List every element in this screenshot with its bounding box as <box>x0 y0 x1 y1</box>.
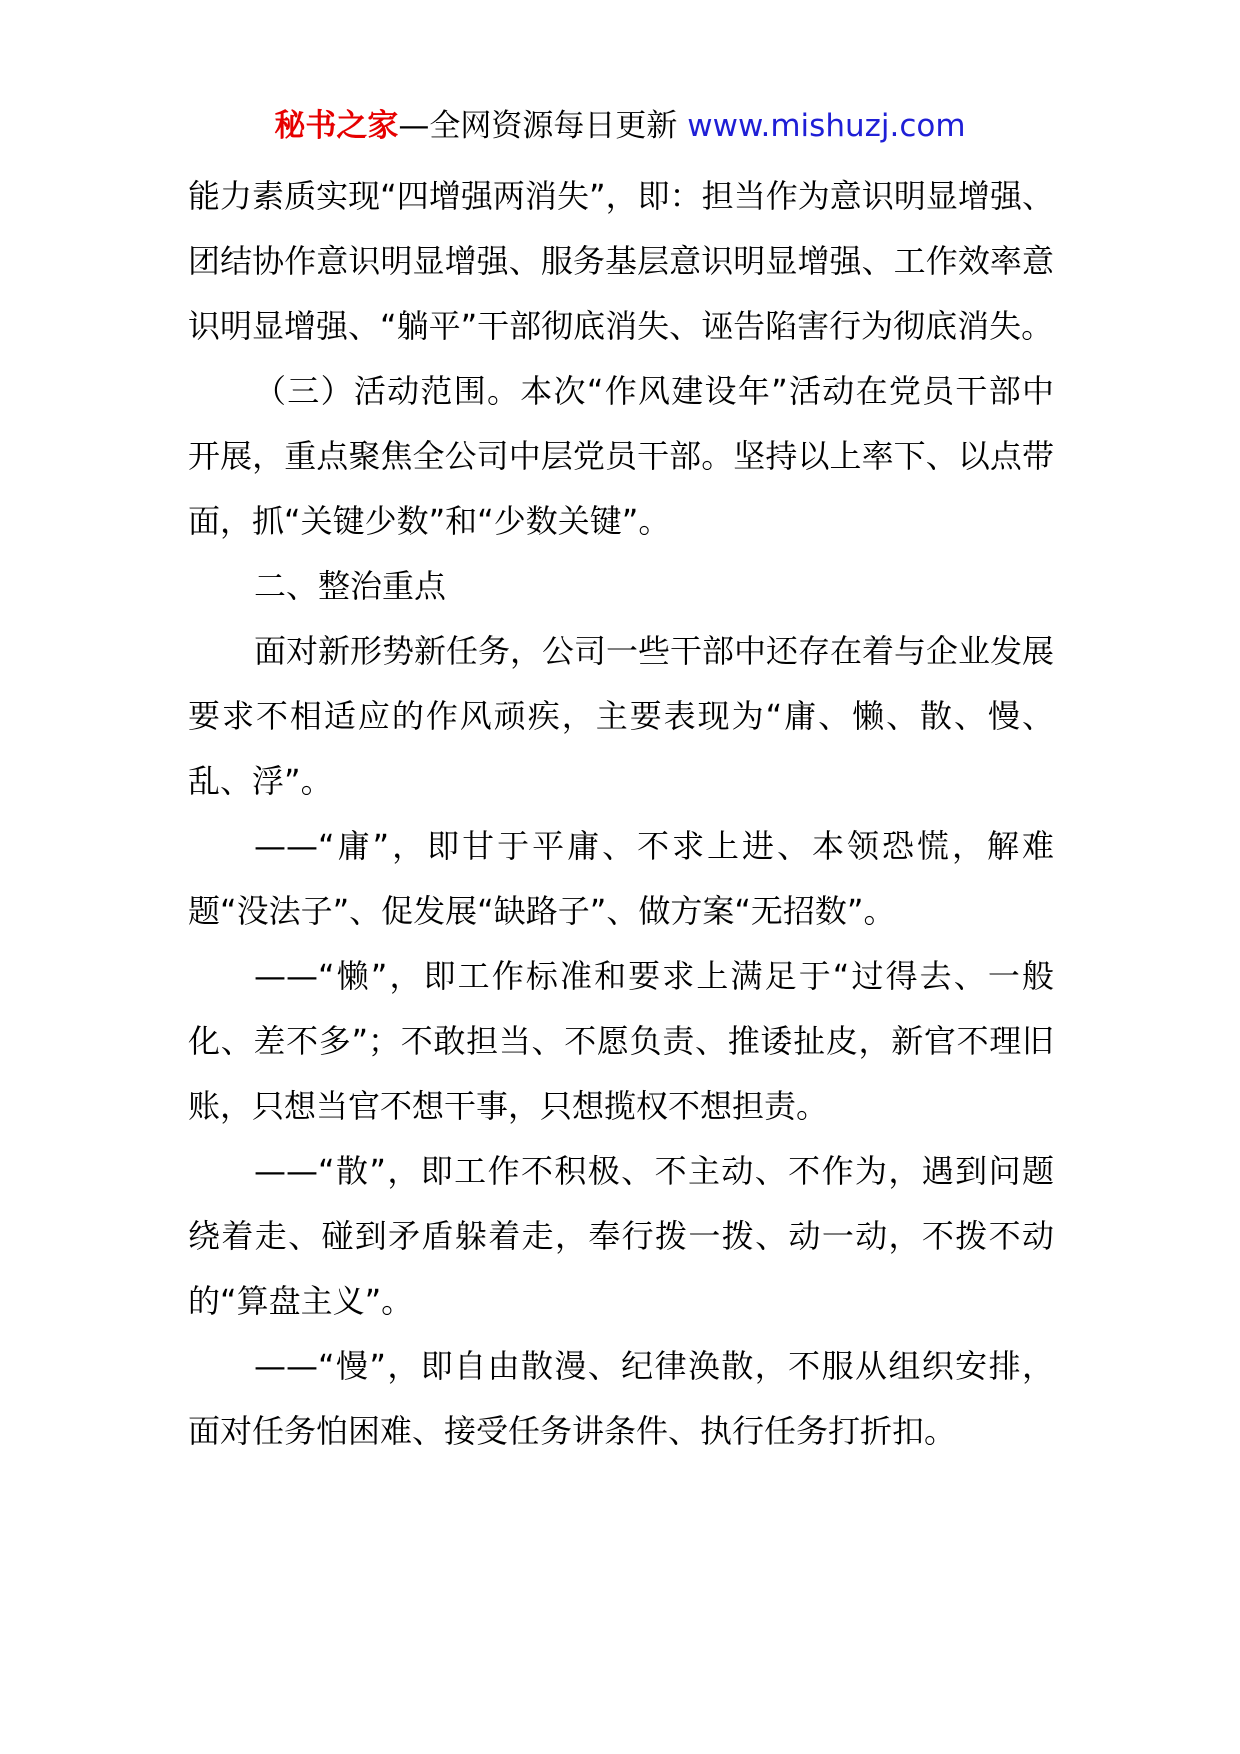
site-header <box>0 104 1240 148</box>
paragraph-intro: 面对新形势新任务，公司一些干部中还存在着与企业发展要求不相适应的作风顽疾，主要表现为“庸、懒、散、慢、乱、浮”。 <box>188 632 1055 800</box>
header-tagline: —全网资源每日更新 <box>398 108 678 144</box>
paragraph-san: ——“散”，即工作不积极、不主动、不作为，遇到问题绕着走、碰到矛盾躲着走，奉行拨一拨、动一动，不拨不动的“算盘主义”。 <box>188 1152 1054 1320</box>
document-body <box>188 164 1054 1464</box>
paragraph-yong: ——“庸”，即甘于平庸、不求上进、本领恐慌，解难题“没法子”、促发展“缺路子”、做方案“无招数”。 <box>188 827 1054 930</box>
paragraph-activity-scope: （三）活动范围。本次“作风建设年”活动在党员干部中开展，重点聚焦全公司中层党员干部。坚持以上率下、以点带面，抓“关键少数”和“少数关键”。 <box>188 372 1054 540</box>
paragraph-man: ——“慢”，即自由散漫、纪律涣散，不服从组织安排，面对任务怕困难、接受任务讲条件、执行任务打折扣。 <box>188 1347 1054 1450</box>
site-url-link[interactable]: www.mishuzj.com <box>687 108 966 144</box>
paragraph-continuation: 能力素质实现“四增强两消失”，即：担当作为意识明显增强、团结协作意识明显增强、服务基层意识明显增强、工作效率意识明显增强、“躺平”干部彻底消失、诬告陷害行为彻底消失。 <box>188 177 1054 345</box>
brand-name: 秘书之家 <box>274 108 399 144</box>
section-heading-rectification-focus: 二、整治重点 <box>254 567 447 605</box>
paragraph-lan: ——“懒”，即工作标准和要求上满足于“过得去、一般化、差不多”；不敢担当、不愿负责、推诿扯皮，新官不理旧账，只想当官不想干事，只想揽权不想担责。 <box>188 957 1054 1125</box>
